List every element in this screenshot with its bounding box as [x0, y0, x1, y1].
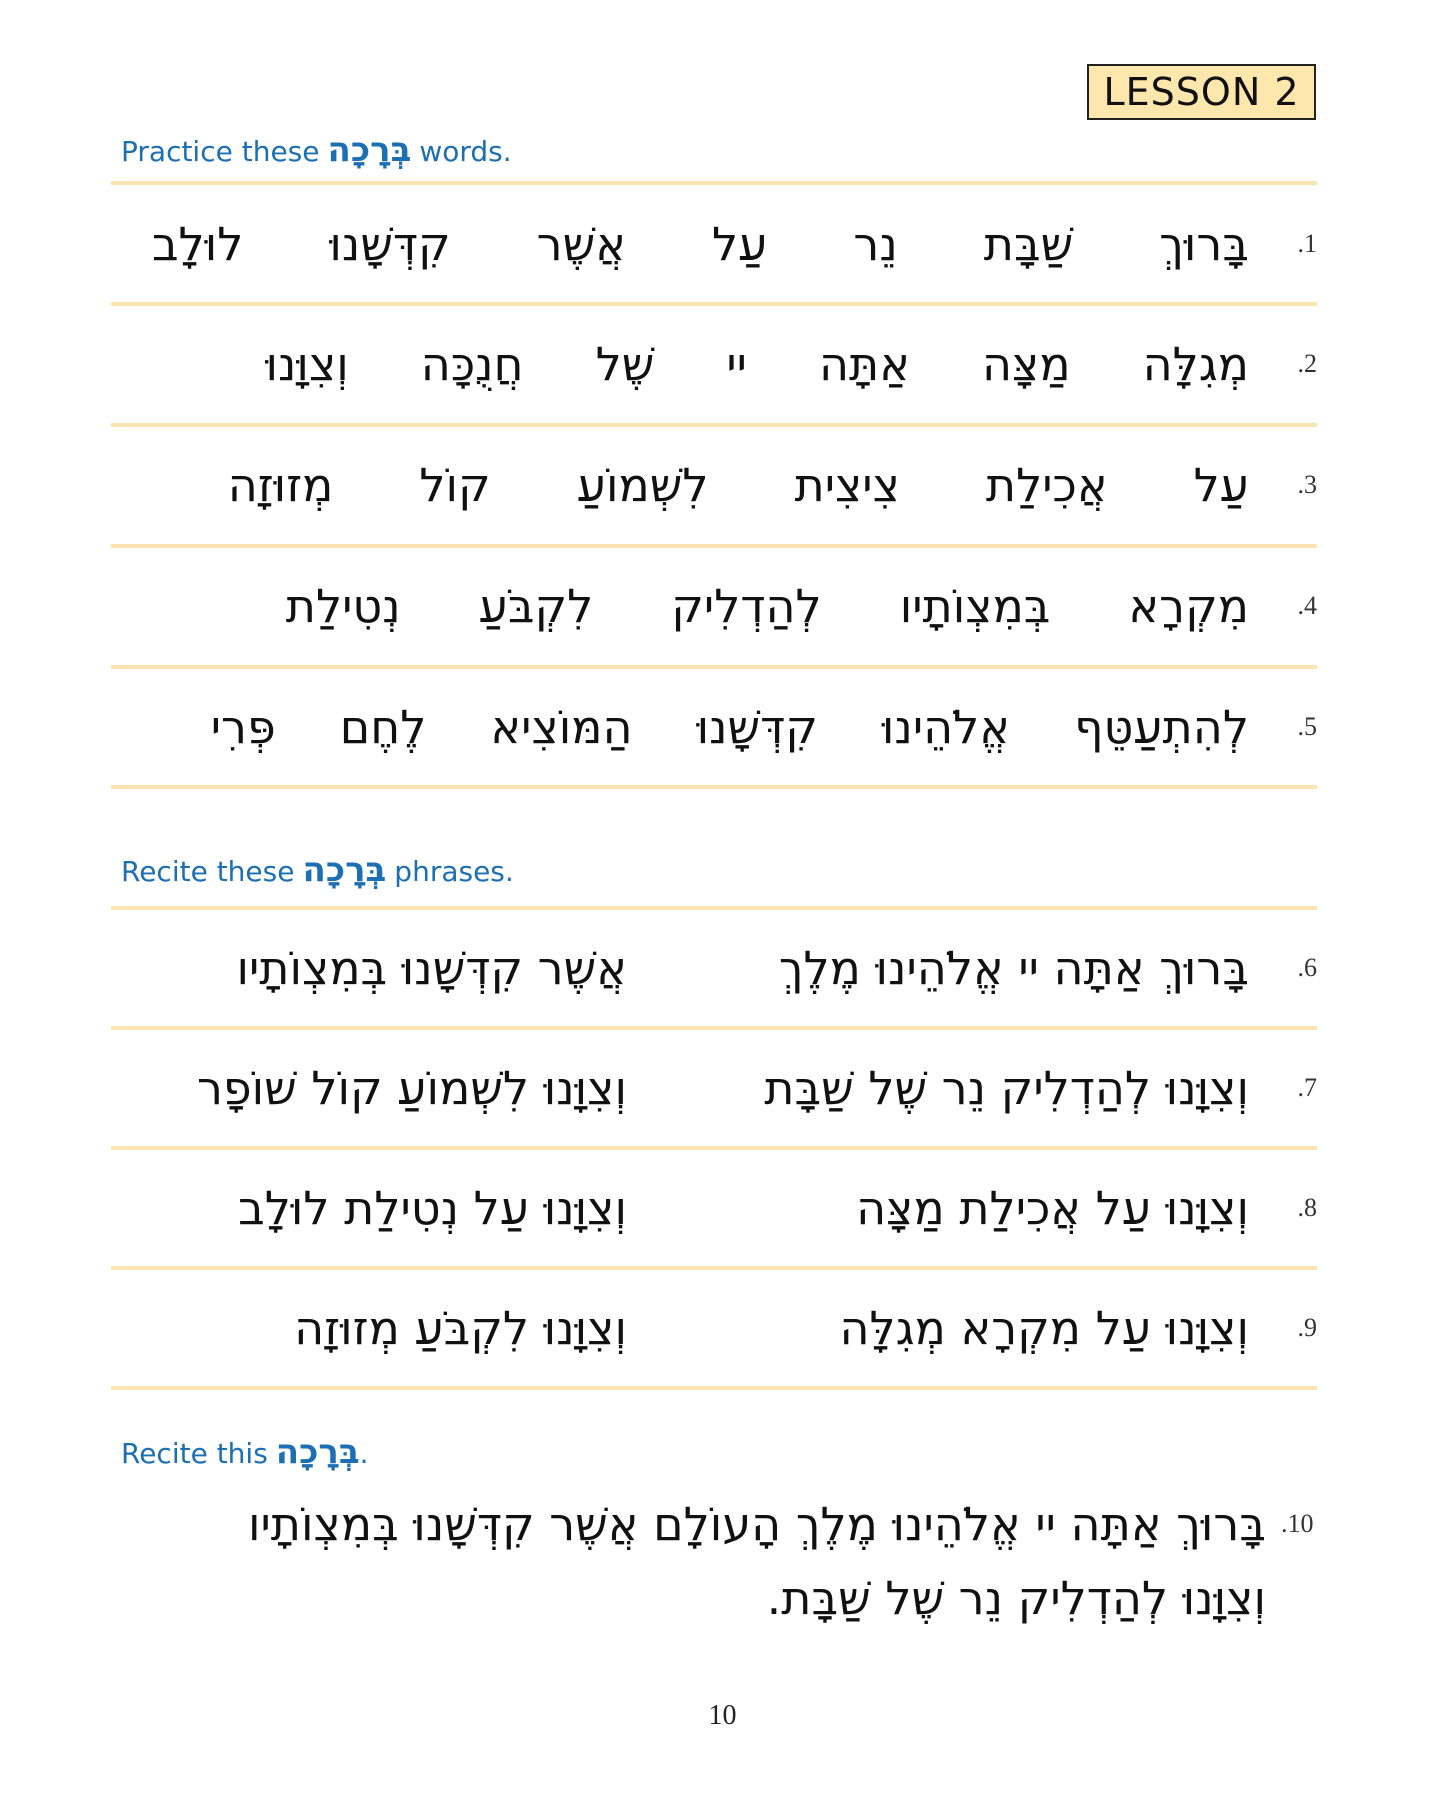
- hebrew-word: מְזוּזָה: [227, 458, 334, 512]
- phrase-right: וְצִוָּנוּ עַל מִקְרָא מְגִלָּה: [839, 1301, 1249, 1355]
- hebrew-word: יי: [726, 337, 747, 391]
- hebrew-word: קִדְּשָׁנוּ: [696, 700, 818, 754]
- row-number: .4: [1297, 591, 1317, 620]
- hebrew-word: קִדְּשָׁנוּ: [329, 217, 451, 271]
- hebrew-word: קוֹל: [419, 458, 491, 512]
- row-number: .1: [1297, 229, 1317, 258]
- row-number: .9: [1297, 1313, 1317, 1342]
- hebrew-word: עַל: [711, 217, 768, 271]
- blessing-line-2: וְצִוָּנוּ לְהַדְלִיק נֵר שֶׁל שַׁבָּת.: [766, 1571, 1266, 1625]
- word-row: [111, 548, 1317, 664]
- heading-text-before: Recite these: [121, 855, 295, 888]
- hebrew-word: פְּרִי: [210, 700, 276, 754]
- divider: [111, 785, 1317, 789]
- row-number: .8: [1297, 1193, 1317, 1222]
- phrase-row: [111, 1270, 1317, 1386]
- hebrew-word: לִשְׁמוֹעַ: [576, 458, 709, 512]
- heading-text-before: Practice these: [121, 135, 320, 168]
- word-list: [210, 700, 1249, 754]
- section-heading-recite-blessing: [121, 1432, 369, 1472]
- hebrew-word: לוּלָב: [151, 217, 244, 271]
- heading-text-after: words.: [419, 135, 512, 168]
- hebrew-word: חֲנֻכָּה: [420, 337, 524, 391]
- hebrew-word: בָּרוּךְ: [1159, 217, 1249, 271]
- phrase-left: אֲשֶׁר קִדְּשָׁנוּ בְּמִצְוֹתָיו: [236, 941, 627, 995]
- hebrew-word: שֶׁל: [595, 337, 655, 391]
- phrase-right: וְצִוָּנוּ לְהַדְלִיק נֵר שֶׁל שַׁבָּת: [764, 1061, 1249, 1115]
- phrase-row: [111, 910, 1317, 1026]
- row-number: .3: [1297, 470, 1317, 499]
- hebrew-word: מִקְרָא: [1128, 579, 1249, 633]
- row-number: .10: [1281, 1509, 1314, 1538]
- hebrew-word: מְגִלָּה: [1142, 337, 1249, 391]
- hebrew-word: הַמּוֹצִיא: [490, 700, 633, 754]
- word-row: [111, 186, 1317, 302]
- word-row: [111, 669, 1317, 785]
- hebrew-word: בְּמִצְוֹתָיו: [899, 579, 1051, 633]
- heading-text-after: .: [359, 1437, 369, 1470]
- word-list: [265, 337, 1249, 391]
- word-list: [285, 579, 1249, 633]
- hebrew-word: צִיצִית: [794, 458, 900, 512]
- section-heading-practice-words: [121, 130, 512, 170]
- hebrew-word: אֲשֶׁר: [536, 217, 626, 271]
- word-list: [227, 458, 1249, 512]
- row-number: .6: [1297, 953, 1317, 982]
- hebrew-word: שַׁבָּת: [983, 217, 1074, 271]
- heading-text-before: Recite this: [121, 1437, 268, 1470]
- word-list: [151, 217, 1249, 271]
- heading-hebrew-word: בְּרָכָה: [275, 1432, 360, 1472]
- hebrew-word: אֲכִילַת: [985, 458, 1108, 512]
- word-row: [111, 427, 1317, 543]
- hebrew-word: מַצָּה: [982, 337, 1071, 391]
- hebrew-word: לֶחֶם: [339, 700, 427, 754]
- hebrew-word: וְצִוָּנוּ: [265, 337, 349, 391]
- word-row: [111, 306, 1317, 422]
- lesson-label: LESSON 2: [1087, 64, 1316, 120]
- row-number: .2: [1297, 349, 1317, 378]
- section-heading-recite-phrases: [121, 850, 514, 890]
- row-number: .7: [1297, 1073, 1317, 1102]
- hebrew-word: אַתָּה: [818, 337, 910, 391]
- blessing-line-1: בָּרוּךְ אַתָּה יי אֱלֹהֵינוּ מֶלֶךְ הָעוֹלָם אֲשֶׁר קִדְּשָׁנוּ בְּמִצְוֹתָיו: [247, 1497, 1266, 1551]
- hebrew-word: לִקְבֹּעַ: [478, 579, 594, 633]
- phrase-row: [111, 1150, 1317, 1266]
- page-number: 10: [708, 1700, 737, 1731]
- phrase-left: וְצִוָּנוּ לִשְׁמוֹעַ קוֹל שׁוֹפָר: [196, 1061, 627, 1115]
- row-number: .5: [1297, 712, 1317, 741]
- hebrew-word: לְהַדְלִיק: [671, 579, 822, 633]
- hebrew-word: נֵר: [853, 217, 898, 271]
- phrase-row: [111, 1030, 1317, 1146]
- phrase-left: וְצִוָּנוּ לִקְבֹּעַ מְזוּזָה: [294, 1301, 627, 1355]
- hebrew-word: אֱלֹהֵינוּ: [881, 700, 1011, 754]
- phrase-left: וְצִוָּנוּ עַל נְטִילַת לוּלָב: [238, 1181, 627, 1235]
- hebrew-word: עַל: [1193, 458, 1249, 512]
- heading-hebrew-word: בְּרָכָה: [302, 850, 387, 890]
- heading-text-after: phrases.: [394, 855, 514, 888]
- phrase-right: וְצִוָּנוּ עַל אֲכִילַת מַצָּה: [856, 1181, 1249, 1235]
- heading-hebrew-word: בְּרָכָה: [327, 130, 412, 170]
- phrase-right: בָּרוּךְ אַתָּה יי אֱלֹהֵינוּ מֶלֶךְ: [778, 941, 1249, 995]
- hebrew-word: נְטִילַת: [285, 579, 401, 633]
- divider: [111, 181, 1317, 185]
- hebrew-word: לְהִתְעַטֵּף: [1074, 700, 1249, 754]
- divider: [111, 1386, 1317, 1390]
